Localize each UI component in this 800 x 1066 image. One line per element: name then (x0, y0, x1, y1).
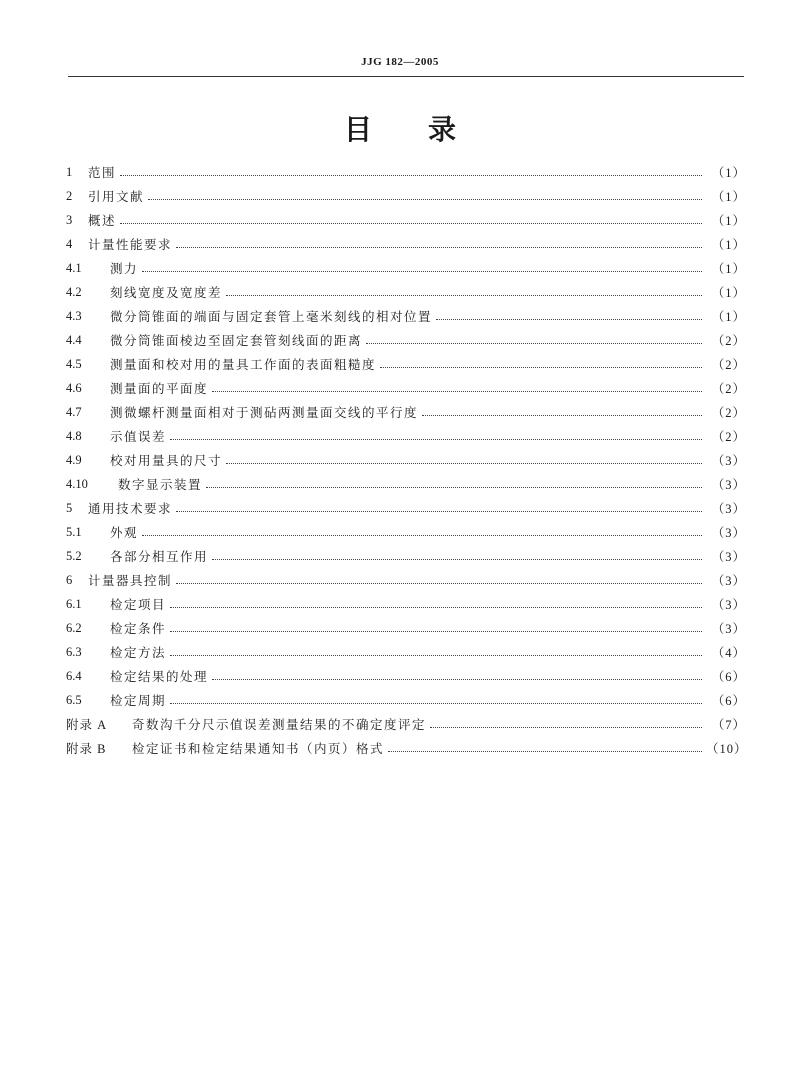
dot-leader (176, 246, 702, 248)
toc-page: （3） (711, 574, 746, 588)
dot-leader (212, 390, 702, 392)
dot-leader (170, 630, 702, 632)
dot-leader (366, 342, 702, 344)
toc-page: （1） (711, 190, 746, 204)
toc-label: 刻线宽度及宽度差 (110, 285, 223, 300)
toc-entry (66, 376, 746, 400)
toc-page: （3） (711, 550, 746, 564)
dot-leader (226, 294, 702, 296)
toc-entry (66, 496, 746, 520)
dot-leader (430, 726, 702, 728)
toc-entry (66, 664, 746, 688)
toc-label: 各部分相互作用 (110, 549, 209, 564)
toc-label: 奇数沟千分尺示值误差测量结果的不确定度评定 (132, 717, 427, 732)
toc-page: （1） (711, 262, 746, 276)
dot-leader (120, 174, 702, 176)
toc-label: 检定方法 (110, 645, 167, 660)
toc-label: 通用技术要求 (88, 501, 173, 516)
toc-number: 4.8 (66, 428, 82, 443)
toc-page: （3） (711, 622, 746, 636)
toc-label: 检定结果的处理 (110, 669, 209, 684)
toc-page: （2） (711, 334, 746, 348)
header-divider (68, 76, 744, 77)
toc-label: 测微螺杆测量面相对于测砧两测量面交线的平行度 (110, 405, 419, 420)
toc-number: 6.3 (66, 644, 82, 659)
toc-number: 附录 B (66, 742, 107, 756)
toc-appendix-entry (66, 736, 746, 760)
toc-label: 测量面的平面度 (110, 381, 209, 396)
dot-leader (422, 414, 702, 416)
toc-number: 4.1 (66, 260, 82, 275)
toc-page: （3） (711, 526, 746, 540)
toc-label: 引用文献 (88, 189, 145, 204)
toc-appendix-entry (66, 712, 746, 736)
toc-label: 范围 (88, 165, 117, 180)
toc-entry (66, 184, 746, 208)
table-of-contents (66, 160, 746, 760)
toc-number: 4.4 (66, 332, 82, 347)
toc-entry (66, 592, 746, 616)
toc-number: 4.7 (66, 404, 82, 419)
toc-page: （6） (711, 694, 746, 708)
toc-label: 检定证书和检定结果通知书（内页）格式 (132, 741, 385, 756)
toc-entry (66, 568, 746, 592)
toc-page: （2） (711, 382, 746, 396)
toc-number: 3 (66, 212, 73, 227)
dot-leader (206, 486, 702, 488)
toc-number: 6.5 (66, 692, 82, 707)
page-header: JJG 182—2005 (361, 56, 439, 68)
toc-page: （2） (711, 430, 746, 444)
toc-label: 检定周期 (110, 693, 167, 708)
dot-leader (388, 750, 702, 752)
toc-number: 4 (66, 236, 73, 251)
toc-page: （1） (711, 238, 746, 252)
toc-entry (66, 328, 746, 352)
dot-leader (380, 366, 702, 368)
toc-label: 计量器具控制 (88, 573, 173, 588)
dot-leader (212, 678, 702, 680)
toc-page: （1） (711, 214, 746, 228)
dot-leader (142, 270, 702, 272)
toc-number: 4.2 (66, 284, 82, 299)
dot-leader (176, 510, 702, 512)
toc-page: （1） (711, 310, 746, 324)
toc-label: 外观 (110, 525, 139, 540)
toc-label: 示值误差 (110, 429, 167, 444)
toc-number: 2 (66, 188, 73, 203)
toc-page: （3） (711, 502, 746, 516)
toc-entry (66, 424, 746, 448)
toc-page: （10） (706, 742, 748, 756)
toc-entry (66, 208, 746, 232)
toc-entry (66, 616, 746, 640)
toc-number: 5 (66, 500, 73, 515)
dot-leader (148, 198, 702, 200)
dot-leader (176, 582, 702, 584)
dot-leader (170, 606, 702, 608)
dot-leader (436, 318, 702, 320)
dot-leader (212, 558, 702, 560)
toc-number: 4.10 (66, 476, 88, 491)
toc-number: 4.9 (66, 452, 82, 467)
toc-entry (66, 256, 746, 280)
toc-number: 4.3 (66, 308, 82, 323)
toc-entry (66, 688, 746, 712)
toc-label: 测量面和校对用的量具工作面的表面粗糙度 (110, 357, 377, 372)
toc-page: （3） (711, 454, 746, 468)
toc-entry (66, 280, 746, 304)
toc-label: 检定条件 (110, 621, 167, 636)
toc-entry (66, 544, 746, 568)
toc-entry (66, 352, 746, 376)
toc-label: 数字显示装置 (118, 477, 203, 492)
toc-page: （1） (711, 286, 746, 300)
toc-entry (66, 232, 746, 256)
toc-page: （4） (711, 646, 746, 660)
toc-entry (66, 400, 746, 424)
toc-label: 校对用量具的尺寸 (110, 453, 223, 468)
toc-number: 6.1 (66, 596, 82, 611)
toc-entry (66, 160, 746, 184)
dot-leader (170, 438, 702, 440)
toc-entry (66, 520, 746, 544)
toc-page: （7） (711, 718, 746, 732)
toc-label: 微分筒锥面的端面与固定套管上毫米刻线的相对位置 (110, 309, 433, 324)
toc-label: 计量性能要求 (88, 237, 173, 252)
toc-number: 5.2 (66, 548, 82, 563)
toc-label: 检定项目 (110, 597, 167, 612)
toc-page: （2） (711, 358, 746, 372)
toc-number: 4.6 (66, 380, 82, 395)
dot-leader (142, 534, 702, 536)
dot-leader (226, 462, 702, 464)
dot-leader (170, 654, 702, 656)
toc-number: 5.1 (66, 524, 82, 539)
toc-number: 1 (66, 164, 73, 179)
toc-label: 概述 (88, 213, 117, 228)
toc-label: 微分筒锥面棱边至固定套管刻线面的距离 (110, 333, 363, 348)
toc-label: 测力 (110, 261, 139, 276)
toc-number: 6 (66, 572, 73, 587)
toc-page: （1） (711, 166, 746, 180)
toc-page: （6） (711, 670, 746, 684)
toc-entry (66, 304, 746, 328)
toc-number: 附录 A (66, 718, 108, 732)
dot-leader (170, 702, 702, 704)
dot-leader (120, 222, 702, 224)
toc-page: （3） (711, 598, 746, 612)
toc-page: （3） (711, 478, 746, 492)
page-title: 目 录 (343, 113, 456, 146)
toc-entry (66, 640, 746, 664)
toc-page: （2） (711, 406, 746, 420)
toc-number: 6.4 (66, 668, 82, 683)
toc-number: 6.2 (66, 620, 82, 635)
toc-number: 4.5 (66, 356, 82, 371)
toc-entry (66, 472, 746, 496)
toc-entry (66, 448, 746, 472)
